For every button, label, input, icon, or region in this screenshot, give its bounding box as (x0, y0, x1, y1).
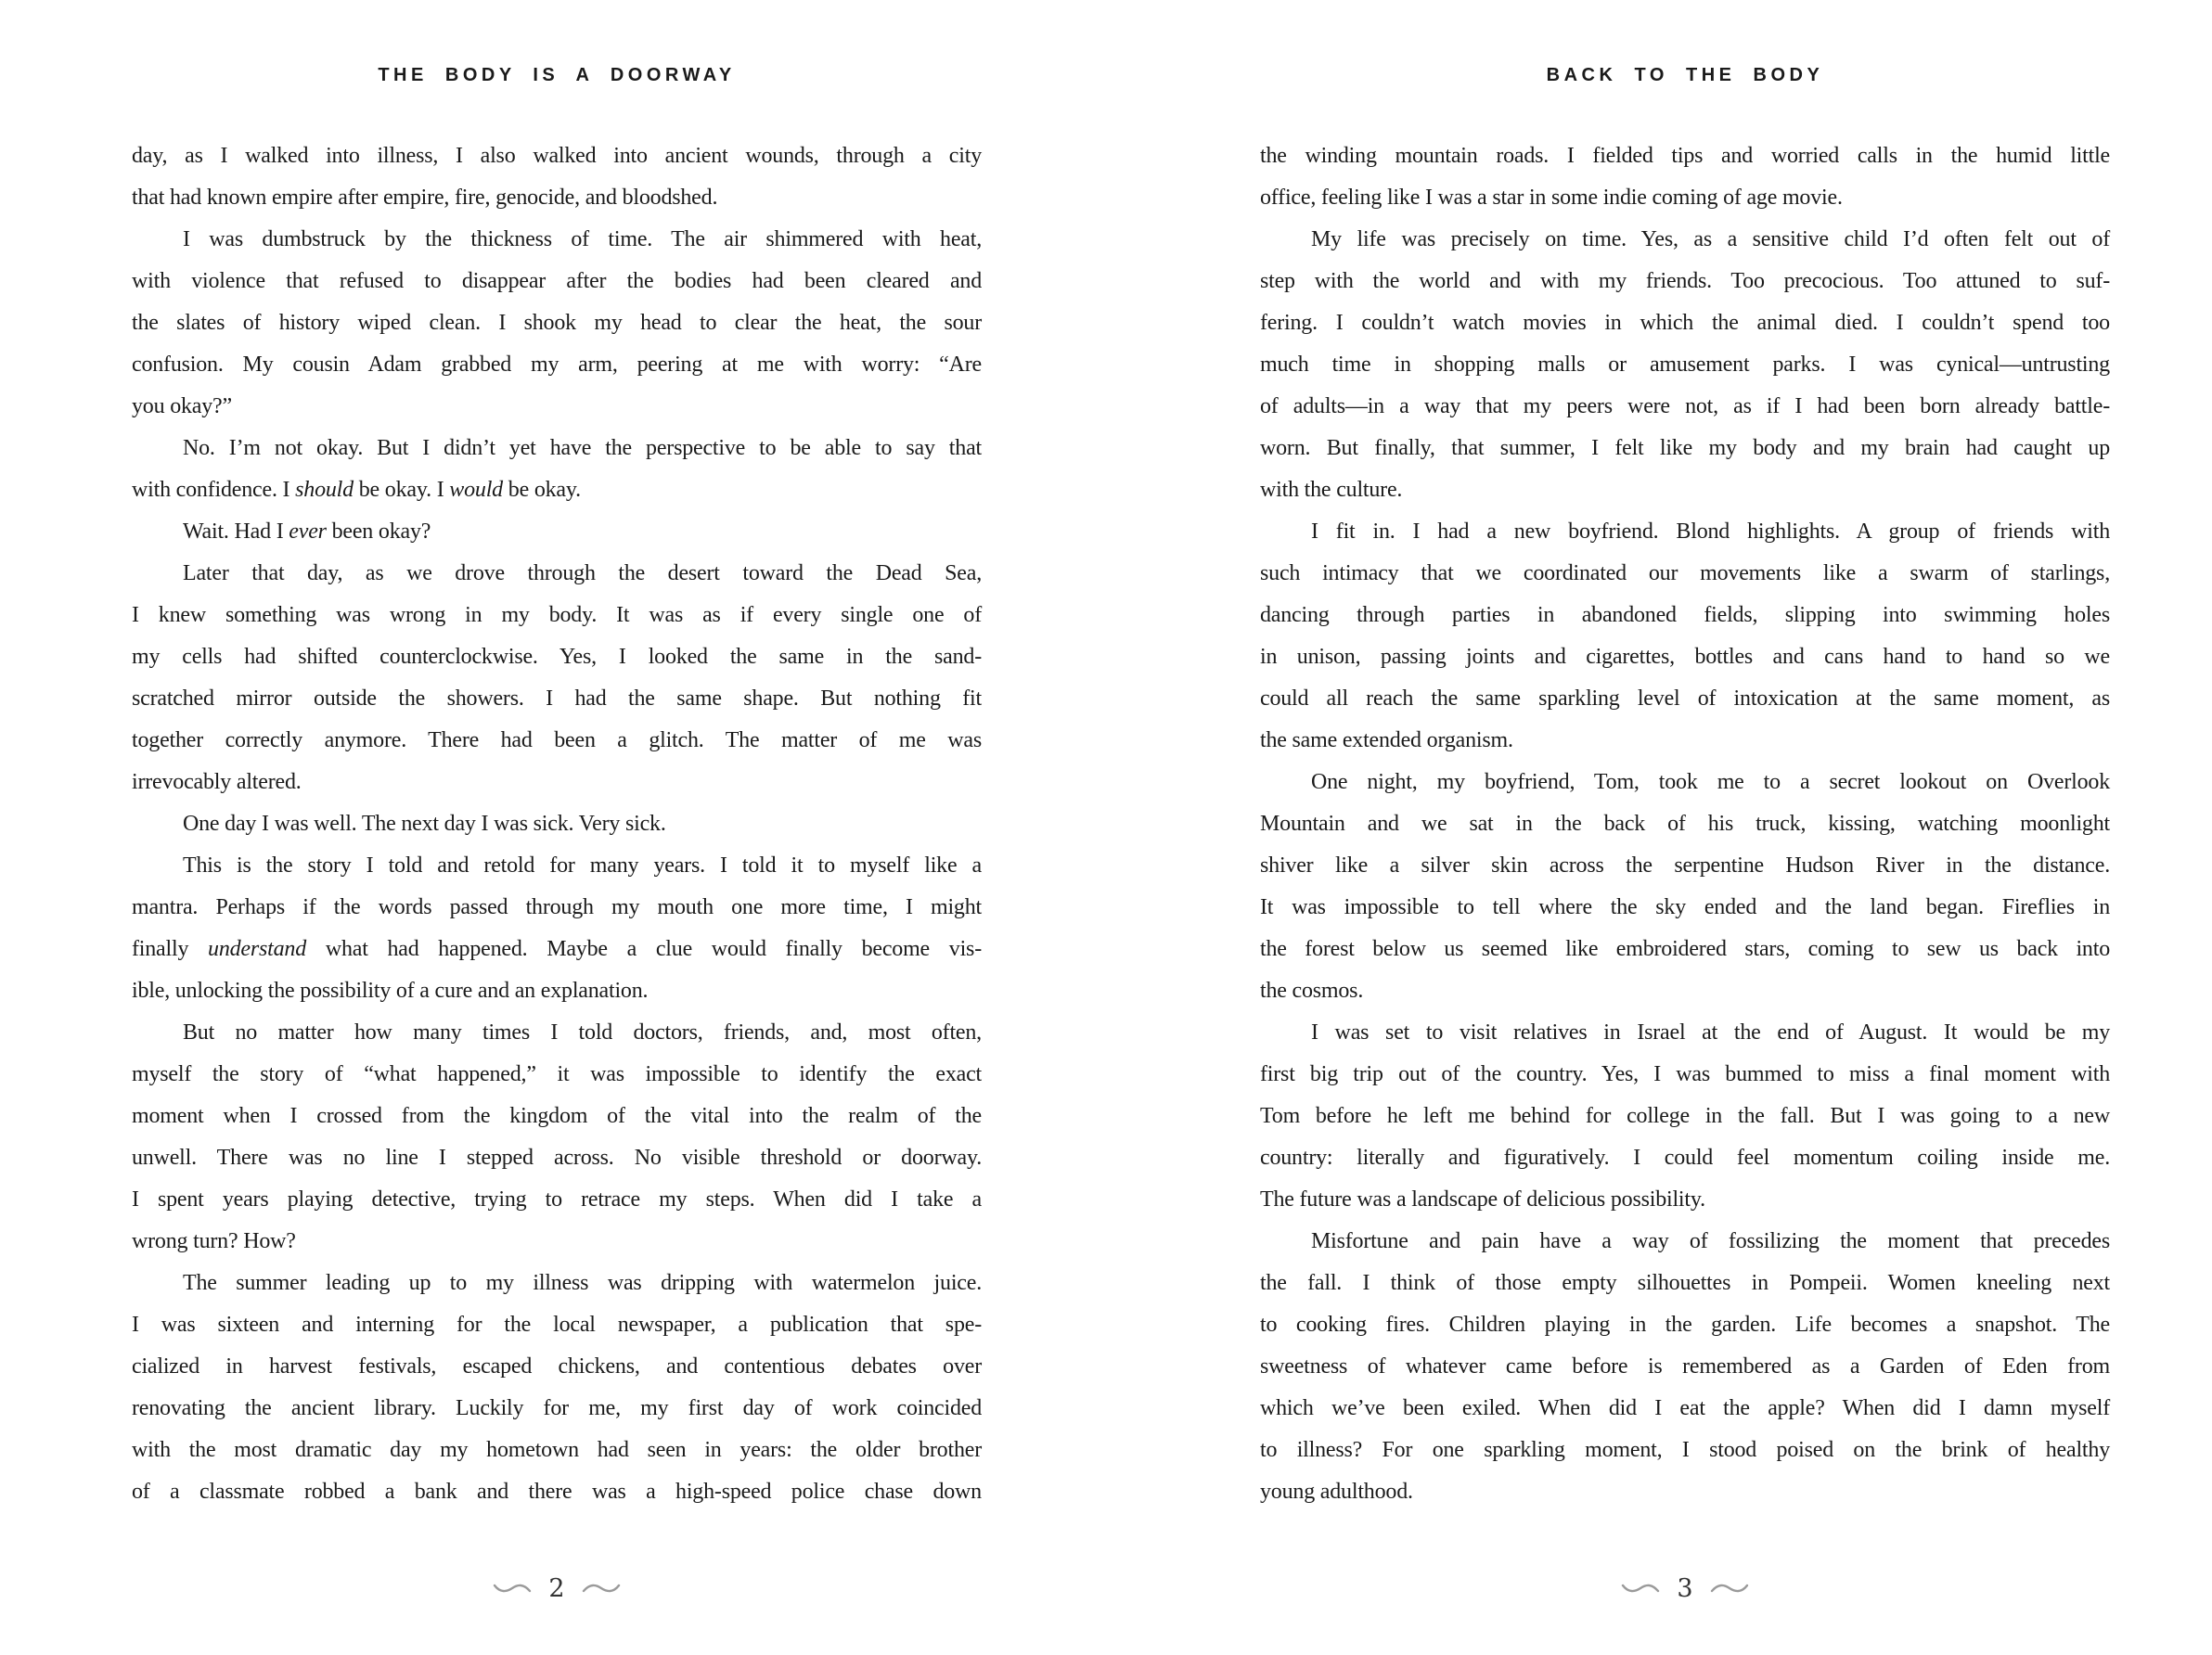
swung-dash-left-icon (1621, 1582, 1660, 1595)
swung-dash-right-icon (1710, 1582, 1749, 1595)
text-line: the slates of history wiped clean. I shook my head to clear the heat, the sour (132, 311, 982, 335)
text-line: country: literally and figuratively. I could feel momentum coiling inside me. (1260, 1146, 2110, 1170)
text-line: that had known empire after empire, fire, genocide, and bloodshed. (132, 186, 718, 210)
text-line: my cells had shifted counterclockwise. Yes, I looked the same in the sand- (132, 645, 982, 669)
text-line: could all reach the same sparkling level of intoxication at the same moment, as (1260, 686, 2110, 711)
text-line: Tom before he left me behind for college in the fall. But I was going to a new (1260, 1104, 2110, 1128)
text-line: I spent years playing detective, trying to retrace my steps. When did I take a (132, 1187, 982, 1212)
text-line: It was impossible to tell where the sky ended and the land began. Fireflies in (1260, 895, 2110, 919)
text-line: to illness? For one sparkling moment, I stood poised on the brink of healthy (1260, 1438, 2110, 1462)
text-line: scratched mirror outside the showers. I had the same shape. But nothing fit (132, 686, 982, 711)
text-line: I knew something was wrong in my body. It was as if every single one of (132, 603, 982, 627)
folio-right (1260, 1566, 2110, 1610)
text-line: much time in shopping malls or amusement parks. I was cynical—untrusting (1260, 353, 2110, 377)
text-line: I was dumbstruck by the thickness of time. The air shimmered with heat, (183, 227, 982, 251)
text-line: to cooking fires. Children playing in the garden. Life becomes a snapshot. The (1260, 1313, 2110, 1337)
text-line: mantra. Perhaps if the words passed through my mouth one more time, I might (132, 895, 982, 919)
text-line: shiver like a silver skin across the serpentine Hudson River in the distance. (1260, 853, 2110, 878)
text-line: with the most dramatic day my hometown had seen in years: the older brother (132, 1438, 982, 1462)
text-line: moment when I crossed from the kingdom of the vital into the realm of the (132, 1104, 982, 1128)
text-line: you okay?” (132, 394, 232, 418)
text-line: One night, my boyfriend, Tom, took me to a secret lookout on Overlook (1311, 770, 2110, 794)
text-line: One day I was well. The next day I was sick. Very sick. (183, 812, 666, 836)
text-line: confusion. My cousin Adam grabbed my arm, peering at me with worry: “Are (132, 353, 982, 377)
text-line: sweetness of whatever came before is remembered as a Garden of Eden from (1260, 1354, 2110, 1379)
text-line: The summer leading up to my illness was dripping with watermelon juice. (183, 1271, 982, 1295)
text-line: such intimacy that we coordinated our movements like a swarm of starlings, (1260, 561, 2110, 585)
text-line: finally understand what had happened. Maybe a clue would finally become vis- (132, 937, 982, 961)
text-line: My life was precisely on time. Yes, as a sensitive child I’d often felt out of (1311, 227, 2110, 251)
body-text-right (1260, 135, 2110, 1513)
running-header-right: BACK TO THE BODY (1546, 65, 1824, 85)
text-line: myself the story of “what happened,” it was impossible to identify the exact (132, 1062, 982, 1086)
text-line: the cosmos. (1260, 979, 1364, 1003)
swung-dash-right-icon (582, 1582, 621, 1595)
text-line: of a classmate robbed a bank and there was a high-speed police chase down (132, 1480, 982, 1504)
text-line: the winding mountain roads. I fielded tips and worried calls in the humid little (1260, 144, 2110, 168)
text-line: of adults—in a way that my peers were not, as if I had been born already battle- (1260, 394, 2110, 418)
text-line: young adulthood. (1260, 1480, 1413, 1504)
page-number-left: 2 (548, 1573, 565, 1603)
text-line: with violence that refused to disappear after the bodies had been cleared and (132, 269, 982, 293)
text-line: This is the story I told and retold for many years. I told it to myself like a (183, 853, 982, 878)
text-line: cialized in harvest festivals, escaped chickens, and contentious debates over (132, 1354, 982, 1379)
text-line: Later that day, as we drove through the desert toward the Dead Sea, (183, 561, 982, 585)
text-line: dancing through parties in abandoned fields, slipping into swimming holes (1260, 603, 2110, 627)
text-line: the same extended organism. (1260, 728, 1513, 752)
text-line: first big trip out of the country. Yes, I was bummed to miss a final moment with (1260, 1062, 2110, 1086)
text-line: wrong turn? How? (132, 1229, 296, 1253)
text-line: with confidence. I should be okay. I would be okay. (132, 478, 581, 502)
text-line: with the culture. (1260, 478, 1403, 502)
page-number-right: 3 (1677, 1573, 1693, 1603)
right-page (1106, 0, 2212, 1655)
text-line: ible, unlocking the possibility of a cure and an explanation. (132, 979, 649, 1003)
body-text-left (132, 135, 982, 1513)
text-line: renovating the ancient library. Luckily for me, my first day of work coincided (132, 1396, 982, 1420)
running-header-left: THE BODY IS A DOORWAY (378, 65, 736, 85)
text-line: I fit in. I had a new boyfriend. Blond highlights. A group of friends with (1311, 520, 2110, 544)
text-line: I was sixteen and interning for the local newspaper, a publication that spe- (132, 1313, 982, 1337)
text-line: The future was a landscape of delicious possibility. (1260, 1187, 1705, 1212)
text-line: But no matter how many times I told doctors, friends, and, most often, (183, 1020, 982, 1045)
text-line: Wait. Had I ever been okay? (183, 520, 431, 544)
text-line: I was set to visit relatives in Israel at the end of August. It would be my (1311, 1020, 2110, 1045)
text-line: fering. I couldn’t watch movies in which the animal died. I couldn’t spend too (1260, 311, 2110, 335)
text-line: worn. But finally, that summer, I felt like my body and my brain had caught up (1260, 436, 2110, 460)
text-line: the fall. I think of those empty silhouettes in Pompeii. Women kneeling next (1260, 1271, 2110, 1295)
text-line: office, feeling like I was a star in some indie coming of age movie. (1260, 186, 1843, 210)
text-line: in unison, passing joints and cigarettes, bottles and cans hand to hand so we (1260, 645, 2110, 669)
text-line: Mountain and we sat in the back of his truck, kissing, watching moonlight (1260, 812, 2110, 836)
text-line: Misfortune and pain have a way of fossilizing the moment that precedes (1311, 1229, 2110, 1253)
text-line: the forest below us seemed like embroidered stars, coming to sew us back into (1260, 937, 2110, 961)
text-line: step with the world and with my friends. Too precocious. Too attuned to suf- (1260, 269, 2110, 293)
text-line: day, as I walked into illness, I also walked into ancient wounds, through a city (132, 144, 982, 168)
text-line: irrevocably altered. (132, 770, 302, 794)
text-line: which we’ve been exiled. When did I eat the apple? When did I damn myself (1260, 1396, 2110, 1420)
folio-left (132, 1566, 982, 1610)
text-line: No. I’m not okay. But I didn’t yet have the perspective to be able to say that (183, 436, 982, 460)
text-line: unwell. There was no line I stepped across. No visible threshold or doorway. (132, 1146, 982, 1170)
text-line: together correctly anymore. There had been a glitch. The matter of me was (132, 728, 982, 752)
swung-dash-left-icon (493, 1582, 532, 1595)
